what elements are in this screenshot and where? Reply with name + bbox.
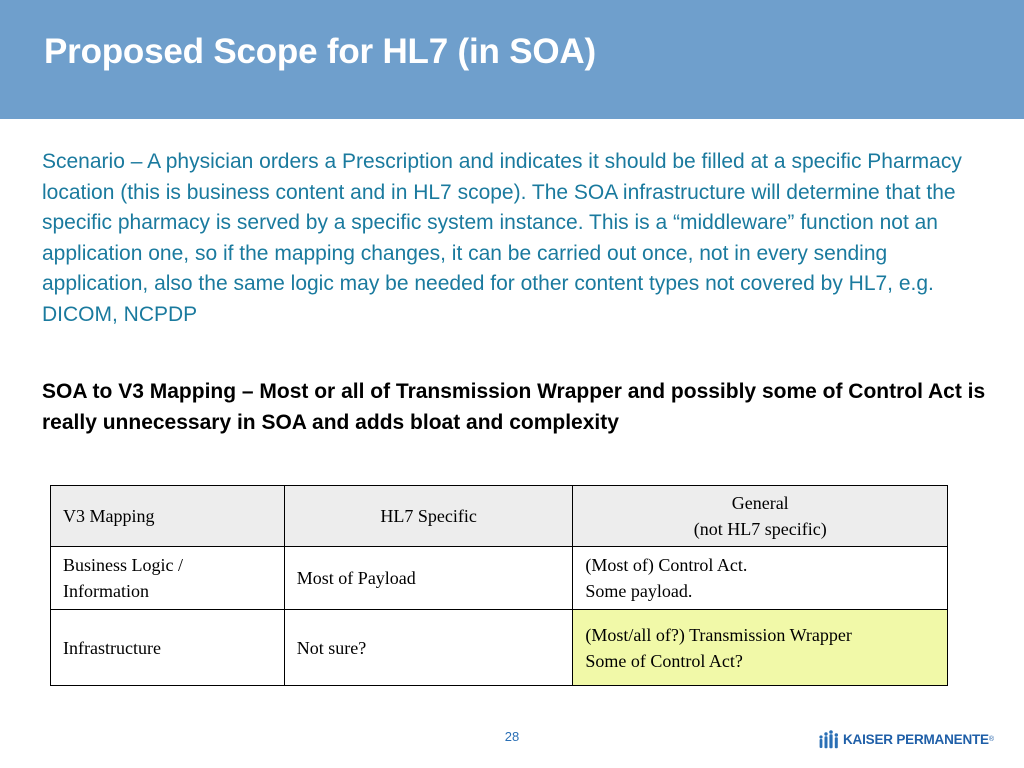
table-row xyxy=(51,610,948,686)
kaiser-people-icon xyxy=(818,728,840,750)
row-business-logic-label xyxy=(51,547,285,610)
row-infrastructure-label: Infrastructure xyxy=(51,610,285,686)
table-header-row xyxy=(51,486,948,547)
cell-line: Information xyxy=(63,581,149,601)
table-row xyxy=(51,547,948,610)
cell-line: (Most of) Control Act. xyxy=(585,555,748,575)
row-infrastructure-hl7: Not sure? xyxy=(284,610,573,686)
mapping-paragraph: SOA to V3 Mapping – Most or all of Transmission Wrapper and possibly some of Control Act is really unnecessary in SOA and adds bloat and complexity xyxy=(42,380,986,434)
title-bar xyxy=(0,0,1024,119)
registered-mark: ® xyxy=(988,735,995,743)
scope-table xyxy=(50,485,948,686)
header-v3-mapping: V3 Mapping xyxy=(51,486,285,547)
cell-line: (Most/all of?) Transmission Wrapper xyxy=(585,624,852,645)
kaiser-permanente-logo xyxy=(818,727,994,751)
row-business-logic-general xyxy=(573,547,948,610)
cell-line: Some of Control Act? xyxy=(585,650,743,671)
scenario-paragraph: Scenario – A physician orders a Prescription and indicates it should be filled at a specific Pharmacy location (this is business content and in HL7 scope). The SOA infrastructure will determine that the specific pharmacy is served by a specific system instance. This is a “middleware” function not an application one, so if the mapping changes, it can be carried out once, not in every sending application, also the same logic may be needed for other content types not covered by HL7, e.g. DICOM, NCPDP xyxy=(42,150,962,326)
logo-wordmark: KAISER PERMANENTE xyxy=(843,731,989,747)
row-infrastructure-general-highlighted xyxy=(573,610,948,686)
header-general-line1: General xyxy=(731,493,789,513)
page-number: 28 xyxy=(504,729,520,744)
header-general xyxy=(573,486,948,547)
header-hl7-specific: HL7 Specific xyxy=(284,486,573,547)
row-business-logic-hl7: Most of Payload xyxy=(284,547,573,610)
slide-title: Proposed Scope for HL7 (in SOA) xyxy=(44,32,596,71)
cell-line: Business Logic / xyxy=(63,555,183,575)
cell-line: Some payload. xyxy=(585,581,693,601)
header-general-line2: (not HL7 specific) xyxy=(693,519,827,539)
